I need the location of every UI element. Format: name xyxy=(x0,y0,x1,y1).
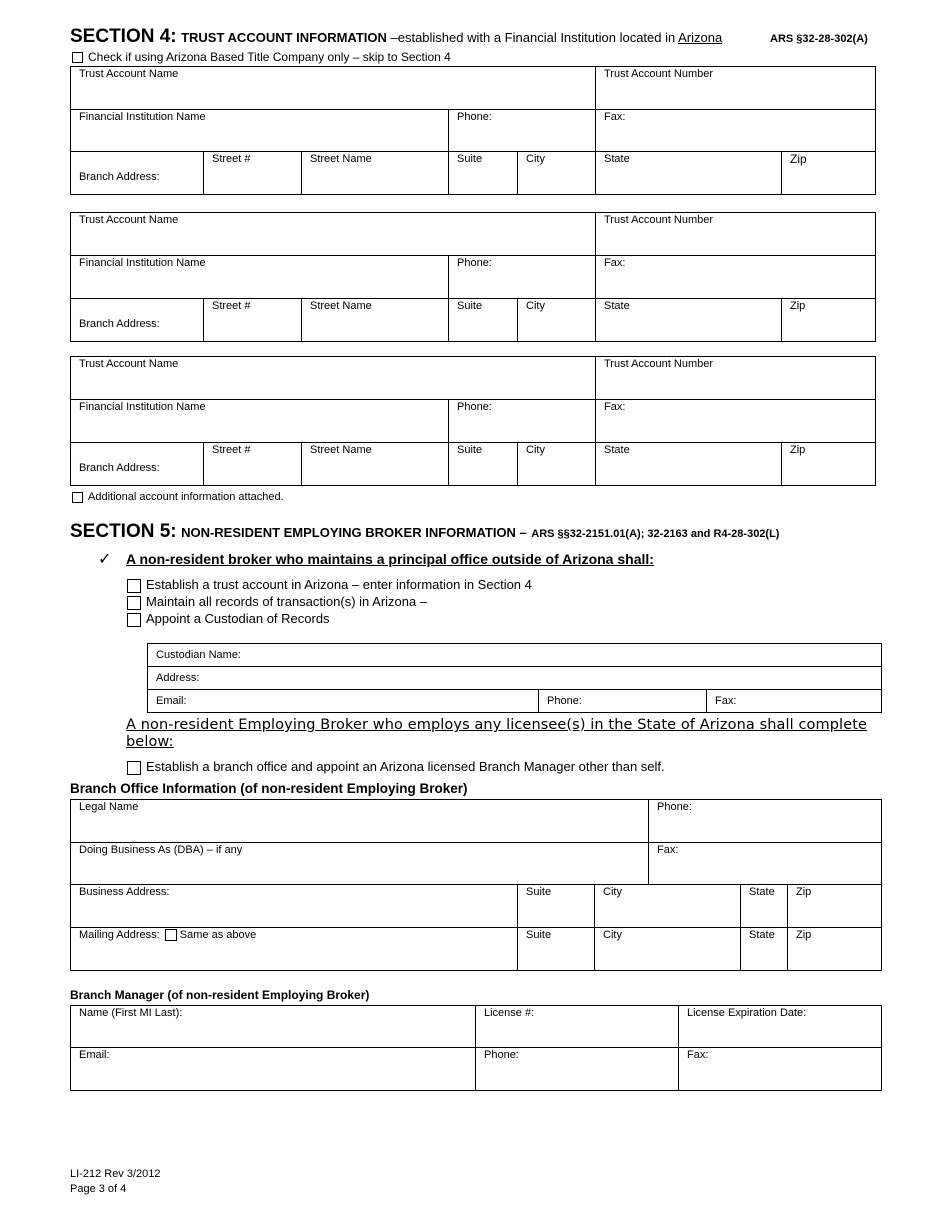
trust-account-number-label: Trust Account Number xyxy=(604,358,714,370)
option-custodian-label: Appoint a Custodian of Records xyxy=(146,611,330,626)
manager-fax-label: Fax: xyxy=(687,1049,709,1061)
financial-institution-field[interactable] xyxy=(71,400,449,443)
custodian-email-field[interactable] xyxy=(148,690,539,713)
branch-address-label: Branch Address: xyxy=(79,317,160,330)
branch-address-label: Branch Address: xyxy=(79,170,160,183)
mailing-state-field[interactable] xyxy=(741,928,788,971)
street-name-label: Street Name xyxy=(310,300,372,312)
same-as-above-checkbox[interactable] xyxy=(165,929,177,941)
trust-account-number-field[interactable] xyxy=(596,357,876,400)
street-no-label: Street # xyxy=(212,444,251,456)
street-no-field[interactable] xyxy=(204,443,302,486)
trust-account-name-label: Trust Account Name xyxy=(79,358,179,370)
suite-field[interactable] xyxy=(449,443,518,486)
state-field[interactable] xyxy=(596,152,782,195)
financial-institution-field[interactable] xyxy=(71,256,449,299)
option-records-checkbox[interactable] xyxy=(127,596,141,610)
street-name-field[interactable] xyxy=(302,443,449,486)
trust-account-number-field[interactable] xyxy=(596,67,876,110)
trust-account-number-label: Trust Account Number xyxy=(604,214,714,226)
manager-phone-label: Phone: xyxy=(484,1049,519,1061)
institution-phone-field[interactable] xyxy=(449,110,596,152)
custodian-fax-field[interactable] xyxy=(707,690,882,713)
custodian-phone-label: Phone: xyxy=(547,695,582,707)
additional-info-row xyxy=(72,491,284,503)
branch-address-label: Branch Address: xyxy=(79,461,160,474)
branch-option-label: Establish a branch office and appoint an Arizona licensed Branch Manager other than self. xyxy=(146,759,665,774)
manager-fax-field[interactable] xyxy=(679,1048,882,1091)
state-label: State xyxy=(604,153,630,165)
city-label: City xyxy=(526,444,545,456)
title-company-label: Check if using Arizona Based Title Company only – skip to Section 4 xyxy=(88,50,451,64)
manager-email-field[interactable] xyxy=(71,1048,476,1091)
financial-institution-label: Financial Institution Name xyxy=(79,257,206,269)
suite-label: Suite xyxy=(457,300,483,312)
business-suite-field[interactable] xyxy=(518,885,595,928)
state-field[interactable] xyxy=(596,299,782,342)
business-city-field[interactable] xyxy=(595,885,741,928)
trust-account-name-field[interactable] xyxy=(71,357,596,400)
suite-field[interactable] xyxy=(449,152,518,195)
dba-label: Doing Business As (DBA) – if any xyxy=(79,844,243,856)
state-label: State xyxy=(604,444,630,456)
branch-office-table xyxy=(70,799,882,971)
mailing-suite-field[interactable] xyxy=(518,928,595,971)
section4-ars: ARS §32-28-302(A) xyxy=(770,33,868,45)
zip-label: Zip xyxy=(796,929,812,941)
license-number-field[interactable] xyxy=(476,1006,679,1048)
option-records xyxy=(127,593,427,610)
street-name-field[interactable] xyxy=(302,299,449,342)
trust-account-name-label: Trust Account Name xyxy=(79,214,179,226)
branch-phone-field[interactable] xyxy=(649,800,882,843)
custodian-table xyxy=(147,643,882,713)
suite-label: Suite xyxy=(526,929,552,941)
same-as-above-label: Same as above xyxy=(179,929,257,941)
branch-option-checkbox[interactable] xyxy=(127,761,141,775)
suite-label: Suite xyxy=(526,886,552,898)
branch-office-heading: Branch Office Information (of non-resident Employing Broker) xyxy=(70,781,468,796)
manager-phone-field[interactable] xyxy=(476,1048,679,1091)
branch-manager-heading: Branch Manager (of non-resident Employing Broker) xyxy=(70,988,370,1002)
trust-account-name-label: Trust Account Name xyxy=(79,68,179,80)
custodian-name-field[interactable] xyxy=(148,644,882,667)
branch-fax-field[interactable] xyxy=(649,843,882,885)
trust-account-number-field[interactable] xyxy=(596,213,876,256)
section4-title: SECTION 4: xyxy=(70,26,177,47)
title-company-row xyxy=(72,50,451,64)
city-label: City xyxy=(526,300,545,312)
trust-account-name-field[interactable] xyxy=(71,213,596,256)
footer xyxy=(70,1167,161,1197)
street-name-label: Street Name xyxy=(310,444,372,456)
custodian-fax-label: Fax: xyxy=(715,695,737,707)
branch-option-row xyxy=(127,758,665,775)
state-label: State xyxy=(749,886,775,898)
state-label: State xyxy=(604,300,630,312)
legal-name-label: Legal Name xyxy=(79,801,139,813)
section5-subtitle: NON-RESIDENT EMPLOYING BROKER INFORMATION – xyxy=(181,525,527,540)
custodian-address-field[interactable] xyxy=(148,667,882,690)
custodian-email-label: Email: xyxy=(156,695,187,707)
zip-label: Zip xyxy=(790,152,807,166)
institution-phone-field[interactable] xyxy=(449,256,596,299)
business-state-field[interactable] xyxy=(741,885,788,928)
fax-label: Fax: xyxy=(604,111,626,123)
financial-institution-label: Financial Institution Name xyxy=(79,401,206,413)
business-address-label: Business Address: xyxy=(79,886,170,898)
additional-info-label: Additional account information attached. xyxy=(88,491,284,503)
street-no-label: Street # xyxy=(212,300,251,312)
custodian-address-label: Address: xyxy=(156,672,200,684)
state-field[interactable] xyxy=(596,443,782,486)
legal-name-field[interactable] xyxy=(71,800,649,843)
mailing-address-label: Mailing Address: xyxy=(79,929,160,941)
suite-label: Suite xyxy=(457,444,483,456)
city-label: City xyxy=(526,153,545,165)
street-no-label: Street # xyxy=(212,153,251,165)
dba-field[interactable] xyxy=(71,843,649,885)
mailing-city-field[interactable] xyxy=(595,928,741,971)
zip-field[interactable] xyxy=(782,152,876,195)
branch-phone-label: Phone: xyxy=(657,801,692,813)
option-custodian xyxy=(127,610,330,627)
street-name-label: Street Name xyxy=(310,153,372,165)
license-expiration-field[interactable] xyxy=(679,1006,882,1048)
suite-field[interactable] xyxy=(449,299,518,342)
branch-fax-label: Fax: xyxy=(657,844,679,856)
trust-account-table-1 xyxy=(70,66,876,195)
branch-manager-table xyxy=(70,1005,882,1091)
option-records-label: Maintain all records of transaction(s) in Arizona – xyxy=(146,594,428,609)
city-field[interactable] xyxy=(518,299,596,342)
institution-fax-field[interactable] xyxy=(596,110,876,152)
zip-field[interactable] xyxy=(782,443,876,486)
institution-phone-field[interactable] xyxy=(449,400,596,443)
option-trust-account xyxy=(127,576,532,593)
custodian-phone-field[interactable] xyxy=(539,690,707,713)
section4-subtitle: TRUST ACCOUNT INFORMATION xyxy=(181,30,387,45)
manager-name-label: Name (First MI Last): xyxy=(79,1007,183,1019)
business-address-field[interactable] xyxy=(71,885,518,928)
street-no-field[interactable] xyxy=(204,152,302,195)
trust-account-number-label: Trust Account Number xyxy=(604,68,714,80)
city-label: City xyxy=(603,886,622,898)
additional-info-checkbox[interactable] xyxy=(72,492,83,503)
employs-licensees-heading: A non-resident Employing Broker who employs any licensee(s) in the State of Arizona shall complete below: xyxy=(126,717,868,750)
branch-address-label-cell xyxy=(71,152,204,195)
mailing-zip-field[interactable] xyxy=(788,928,882,971)
phone-label: Phone: xyxy=(457,401,492,413)
financial-institution-label: Financial Institution Name xyxy=(79,111,206,123)
zip-field[interactable] xyxy=(782,299,876,342)
branch-address-label-cell xyxy=(71,299,204,342)
section4-header xyxy=(70,26,722,48)
custodian-name-label: Custodian Name: xyxy=(156,649,241,661)
section5-header xyxy=(70,521,779,543)
suite-label: Suite xyxy=(457,153,483,165)
section4-intro: –established with a Financial Institution located in xyxy=(386,30,679,45)
city-field[interactable] xyxy=(518,443,596,486)
section4-arizona: Arizona xyxy=(678,30,723,45)
form-id: LI-212 Rev 3/2012 xyxy=(70,1168,161,1180)
street-no-field[interactable] xyxy=(204,299,302,342)
zip-label: Zip xyxy=(796,886,812,898)
phone-label: Phone: xyxy=(457,111,492,123)
institution-fax-field[interactable] xyxy=(596,400,876,443)
license-expiration-label: License Expiration Date: xyxy=(687,1007,807,1019)
fax-label: Fax: xyxy=(604,401,626,413)
city-label: City xyxy=(603,929,622,941)
principal-office-heading: A non-resident broker who maintains a principal office outside of Arizona shall: xyxy=(126,551,654,567)
license-number-label: License #: xyxy=(484,1007,535,1019)
phone-label: Phone: xyxy=(457,257,492,269)
city-field[interactable] xyxy=(518,152,596,195)
zip-label: Zip xyxy=(790,300,806,312)
financial-institution-field[interactable] xyxy=(71,110,449,152)
fax-label: Fax: xyxy=(604,257,626,269)
trust-account-table-2 xyxy=(70,212,876,342)
manager-email-label: Email: xyxy=(79,1049,110,1061)
manager-name-field[interactable] xyxy=(71,1006,476,1048)
option-trust-account-label: Establish a trust account in Arizona – enter information in Section 4 xyxy=(146,577,532,592)
trust-account-table-3 xyxy=(70,356,876,486)
zip-label: Zip xyxy=(790,444,806,456)
mailing-address-field[interactable] xyxy=(71,928,518,971)
street-name-field[interactable] xyxy=(302,152,449,195)
state-label: State xyxy=(749,929,775,941)
trust-account-name-field[interactable] xyxy=(71,67,596,110)
section5-ars: ARS §§32-2151.01(A); 32-2163 and R4-28-302(L) xyxy=(531,528,780,540)
section5-title: SECTION 5: xyxy=(70,521,177,542)
page-number: Page 3 of 4 xyxy=(70,1183,127,1195)
option-custodian-checkbox[interactable] xyxy=(127,613,141,627)
branch-address-label-cell xyxy=(71,443,204,486)
institution-fax-field[interactable] xyxy=(596,256,876,299)
check-mark-icon: ✓ xyxy=(98,551,112,568)
business-zip-field[interactable] xyxy=(788,885,882,928)
title-company-checkbox[interactable] xyxy=(72,52,83,63)
option-trust-account-checkbox[interactable] xyxy=(127,579,141,593)
